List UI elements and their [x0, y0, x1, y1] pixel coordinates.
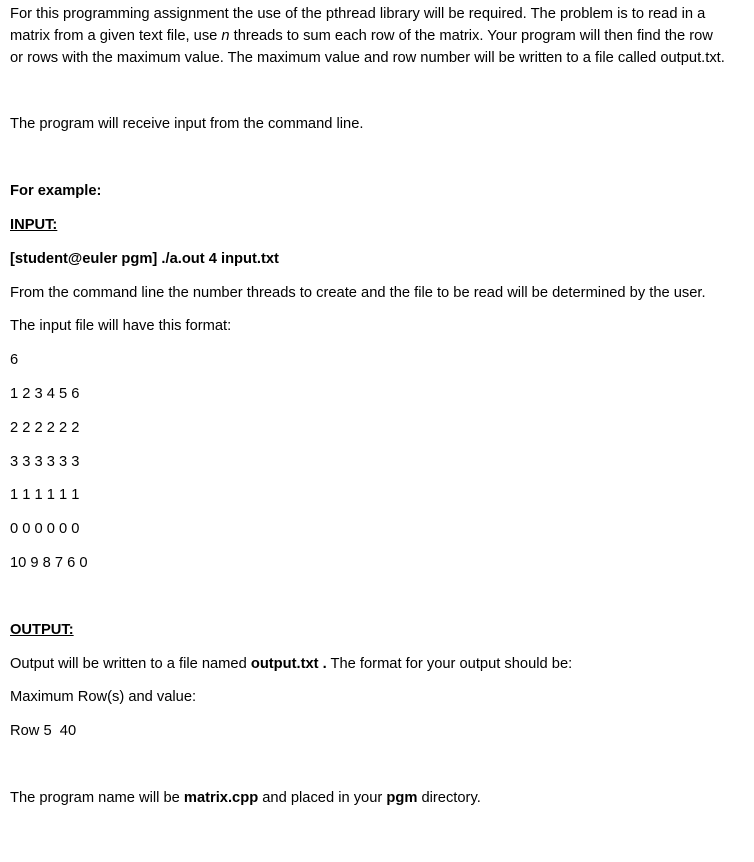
matrix-line: 10 9 8 7 6 0 — [10, 554, 88, 571]
matrix-line: 1 1 1 1 1 1 — [10, 487, 80, 504]
result-line: Row 5 40 — [10, 723, 77, 740]
command-example: [student@euler pgm] ./a.out 4 input.txt — [10, 250, 279, 267]
output-sentence-prefix: Output will be written to a file named — [10, 655, 251, 672]
output-sentence — [10, 654, 726, 676]
output-filename: output.txt . — [250, 655, 327, 672]
intro-text-part2: threads to sum each row of the matrix. Your program will then find the row or rows with the maximum value. The maximum value and row number will be written to a file called output.txt. — [10, 27, 725, 66]
final-prefix: The program name will be — [10, 789, 184, 806]
final-middle: and placed in your — [258, 789, 387, 806]
cmdline-note: The program will receive input from the command line. — [10, 116, 364, 133]
intro-text-part1: For this programming assignment the use of the pthread library will be required. The problem is to read in a matrix from a given text file, use — [10, 6, 706, 44]
command-explanation: From the command line the number threads to create and the file to be read will be determined by the user. — [10, 284, 706, 301]
input-heading: INPUT: — [10, 216, 58, 233]
output-sentence-suffix: The format for your output should be: — [326, 655, 573, 672]
directory-name: pgm — [386, 789, 418, 806]
matrix-line: 6 — [10, 352, 19, 369]
format-intro: The input file will have this format: — [10, 318, 232, 335]
matrix-line: 0 0 0 0 0 0 — [10, 521, 80, 538]
assignment-document — [10, 4, 726, 810]
intro-paragraph — [10, 4, 726, 69]
final-suffix: directory. — [417, 789, 481, 806]
matrix-line: 3 3 3 3 3 3 — [10, 453, 80, 470]
example-heading: For example: — [10, 183, 102, 200]
program-name: matrix.cpp — [183, 789, 259, 806]
final-sentence — [10, 788, 726, 810]
max-label: Maximum Row(s) and value: — [10, 689, 197, 706]
intro-n-italic: n — [221, 27, 230, 44]
matrix-line: 2 2 2 2 2 2 — [10, 419, 80, 436]
output-heading: OUTPUT: — [10, 621, 74, 638]
matrix-line: 1 2 3 4 5 6 — [10, 385, 80, 402]
